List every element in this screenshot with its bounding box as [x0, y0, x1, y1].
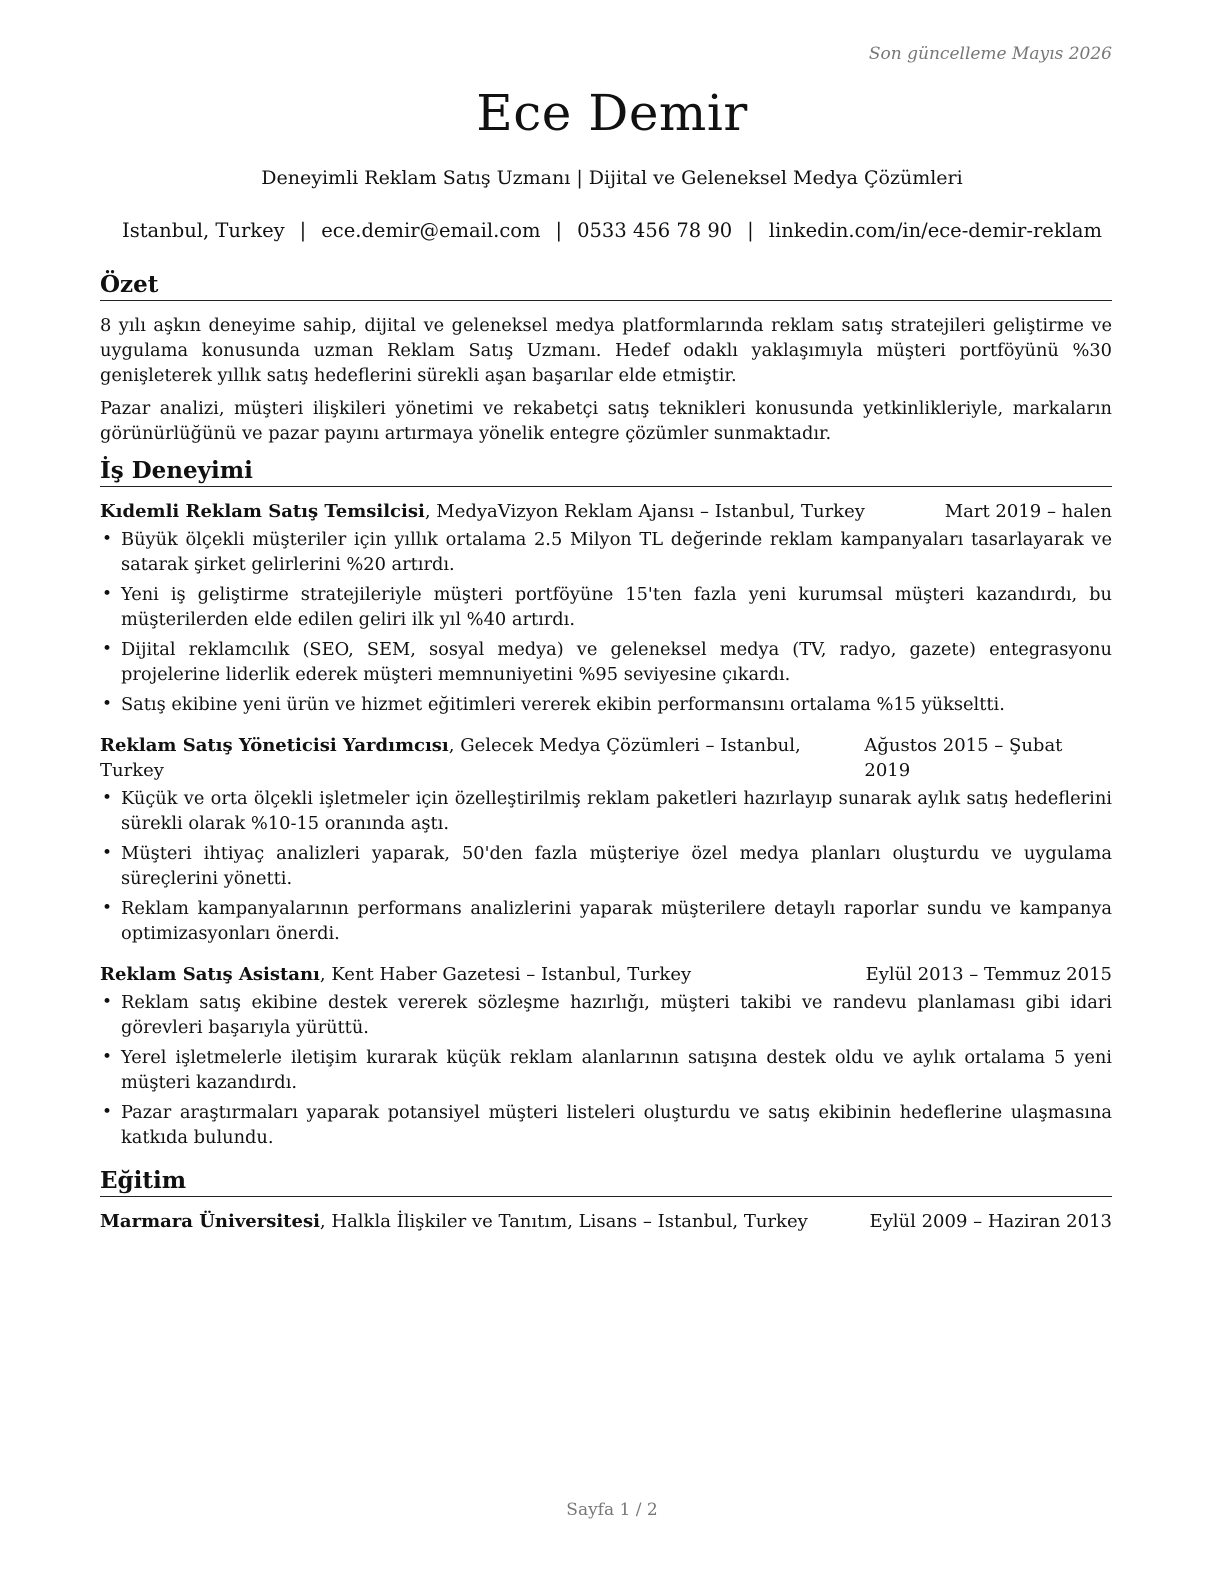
job-bullets — [100, 990, 1112, 1150]
education-dates: Eylül 2009 – Haziran 2013 — [869, 1211, 1112, 1232]
contact-separator: | — [299, 219, 307, 242]
job-entry — [100, 962, 1112, 1150]
job-header — [100, 733, 1112, 783]
job-dates: Mart 2019 – halen — [944, 501, 1112, 522]
job-role: Reklam Satış Asistanı — [100, 964, 320, 985]
job-bullet: • Büyük ölçekli müşteriler için yıllık ortalama 2.5 Milyon TL değerinde reklam kampanyaları tasarlayarak ve satarak şirket gelirlerini %20 artırdı. — [100, 527, 1112, 577]
job-header — [100, 499, 1112, 524]
headline: Deneyimli Reklam Satış Uzmanı | Dijital ve Geleneksel Medya Çözümleri — [261, 167, 963, 189]
job-bullet: • Dijital reklamcılık (SEO, SEM, sosyal medya) ve geleneksel medya (TV, radyo, gazete) entegrasyonu projelerine liderlik ederek müşteri memnuniyetini %95 seviyesine çıkardı. — [100, 637, 1112, 687]
job-bullets — [100, 527, 1112, 717]
contact-separator: | — [747, 219, 754, 242]
job-bullet: • Müşteri ihtiyaç analizleri yaparak, 50'den fazla müşteriye özel medya planları oluşturdu ve uygulama süreçlerini yönetti. — [100, 841, 1112, 891]
job-entry — [100, 499, 1112, 717]
job-header — [100, 962, 1112, 987]
job-bullet: • Pazar araştırmaları yaparak potansiyel müşteri listeleri oluşturdu ve satış ekibinin hedeflerine ulaşmasına katkıda bulundu. — [100, 1100, 1112, 1150]
job-entry — [100, 733, 1112, 946]
summary-heading: Özet — [100, 270, 1112, 301]
job-bullet: • Yerel işletmelerle iletişim kurarak küçük reklam alanlarının satışına destek oldu ve aylık ortalama 5 yeni müşteri kazandırdı. — [100, 1045, 1112, 1095]
contact-phone: 0533 456 78 90 — [577, 219, 733, 242]
job-bullet: • Satış ekibine yeni ürün ve hizmet eğitimleri vererek ekibin performansını ortalama %15 yükseltti. — [100, 692, 1112, 717]
contact-email[interactable]: ece.demir@email.com — [321, 219, 541, 242]
job-bullet: • Küçük ve orta ölçekli işletmeler için özelleştirilmiş reklam paketleri hazırlayıp sunarak aylık satış hedeflerini sürekli olarak %10-15 oranında aştı. — [100, 786, 1112, 836]
job-bullet: • Reklam kampanyalarının performans analizlerini yaparak müşterilere detaylı raporlar sundu ve kampanya optimizasyonları önerdi. — [100, 896, 1112, 946]
contact-location: Istanbul, Turkey — [122, 219, 285, 242]
education-heading: Eğitim — [100, 1166, 1112, 1197]
education-entry — [100, 1209, 1112, 1234]
job-bullet: • Reklam satış ekibine destek vererek sözleşme hazırlığı, müşteri takibi ve randevu planlaması gibi idari görevleri başarıyla yürüttü. — [100, 990, 1112, 1040]
contact-separator: | — [555, 219, 563, 242]
summary-paragraph: Pazar analizi, müşteri ilişkileri yönetimi ve rekabetçi satış teknikleri konusunda yetkinlikleriyle, markaların görünürlüğünü ve pazar payını artırmaya yönelik entegre çözümler sunmaktadır. — [100, 398, 1112, 444]
job-title-line — [100, 499, 865, 524]
education-title-line — [100, 1209, 808, 1234]
experience-heading: İş Deneyimi — [100, 456, 1112, 487]
job-company: , MedyaVizyon Reklam Ajansı – Istanbul, Turkey — [424, 501, 865, 522]
job-bullets — [100, 786, 1112, 946]
education-school: Marmara Üniversitesi — [100, 1211, 320, 1232]
education-section — [100, 1166, 1112, 1234]
contact-line — [0, 219, 1224, 242]
summary-section — [100, 270, 1112, 446]
last-updated-note: Son güncelleme Mayıs 2026 — [868, 44, 1112, 64]
job-role: Reklam Satış Yöneticisi Yardımcısı — [100, 735, 449, 756]
job-company: , Kent Haber Gazetesi – Istanbul, Turkey — [319, 964, 692, 985]
contact-linkedin[interactable]: linkedin.com/in/ece-demir-reklam — [768, 219, 1102, 242]
job-title-line — [100, 962, 691, 987]
summary-paragraph: 8 yılı aşkın deneyime sahip, dijital ve geleneksel medya platformlarında reklam satış stratejileri geliştirme ve uygulama konusunda uzman Reklam Satış Uzmanı. Hedef odaklı yaklaşımıyla müşteri portföyünü %30 genişleterek yıllık satış hedeflerini sürekli aşan başarılar elde etmiştir. — [100, 315, 1112, 386]
job-dates: Eylül 2013 – Temmuz 2015 — [865, 964, 1112, 985]
job-bullet: • Yeni iş geliştirme stratejileriyle müşteri portföyüne 15'ten fazla yeni kurumsal müşteri kazandırdı, bu müşterilerden elde edilen geliri ilk yıl %40 artırdı. — [100, 582, 1112, 632]
job-dates: Ağustos 2015 – Şubat 2019 — [864, 735, 1063, 781]
experience-section — [100, 456, 1112, 1150]
job-role: Kıdemli Reklam Satış Temsilcisi — [100, 501, 425, 522]
education-detail: , Halkla İlişkiler ve Tanıtım, Lisans – Istanbul, Turkey — [319, 1211, 808, 1232]
job-title-line — [100, 733, 864, 783]
resume-body — [100, 270, 1112, 1244]
page-number: Sayfa 1 / 2 — [566, 1500, 658, 1520]
job-company: , Gelecek Medya Çözümleri – Istanbul, Turkey — [100, 735, 801, 781]
candidate-name: Ece Demir — [476, 84, 748, 142]
